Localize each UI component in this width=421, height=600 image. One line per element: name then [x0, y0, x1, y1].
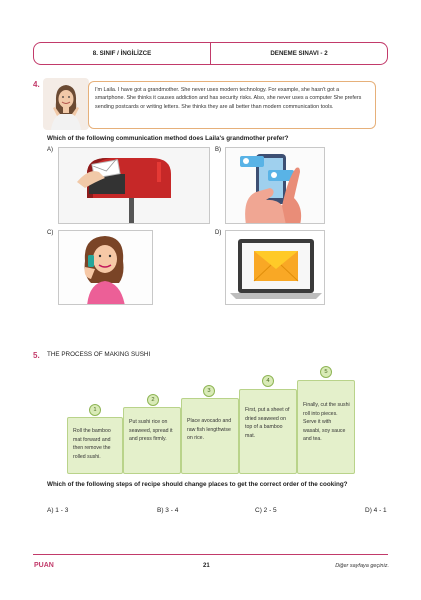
sushi-process-title: THE PROCESS OF MAKING SUSHI — [47, 351, 151, 358]
step-5-box: Finally, cut the sushi roll into pieces. Serve it with wasabi, soy sauce and tea. — [297, 380, 355, 474]
step-2-box: Put sushi rice on seaweed, spread it and press firmly. — [123, 407, 181, 474]
question-4-text: Which of the following communication method does Laila's grandmother prefer? — [47, 135, 289, 142]
option-b-smartphone-image[interactable] — [225, 147, 325, 224]
step-3-box: Place avocado and raw fish lengthwise on rice. — [181, 398, 239, 474]
step-4-box: First, put a sheet of dried seaweed on top of a bamboo mat. — [239, 389, 297, 474]
option-b-label: B) — [215, 147, 221, 153]
option-c-label: C) — [47, 230, 54, 236]
footer-divider — [33, 554, 388, 555]
header-exam-title: DENEME SINAVI - 2 — [270, 50, 328, 57]
option-d-email-laptop-image[interactable] — [225, 230, 325, 305]
step-3-badge: 3 — [203, 385, 215, 397]
question-5-number: 5. — [33, 351, 40, 360]
option-a-mailbox-image[interactable] — [58, 147, 210, 224]
smartphone-icon — [226, 148, 325, 224]
laila-passage: I'm Laila. I have got a grandmother. She never uses modern technology. For example, she hasn't got a smartphone. She thinks it causes addiction and has security risks. Also, she never uses a computer She prefers sending postcards or writing letters. She thinks they are all better than modern communication tools. — [88, 81, 376, 129]
answer-a[interactable]: A) 1 - 3 — [47, 507, 69, 514]
email-laptop-icon — [226, 231, 325, 305]
step-1-badge: 1 — [89, 404, 101, 416]
woman-on-phone-icon — [59, 231, 153, 305]
mailbox-icon — [59, 148, 210, 224]
answer-c[interactable]: C) 2 - 5 — [255, 507, 277, 514]
header-subject: 8. SINIF / İNGİLİZCE — [92, 50, 152, 57]
page-number: 21 — [203, 563, 210, 569]
answer-d[interactable]: D) 4 - 1 — [365, 507, 387, 514]
footer-score-label: PUAN — [34, 562, 54, 569]
question-4-number: 4. — [33, 80, 40, 89]
laila-avatar — [43, 78, 89, 130]
question-5-text: Which of the following steps of recipe should change places to get the correct order of the cooking? — [47, 481, 348, 488]
step-2-badge: 2 — [147, 394, 159, 406]
option-c-phone-call-image[interactable] — [58, 230, 153, 305]
step-5-badge: 5 — [320, 366, 332, 378]
option-d-label: D) — [215, 230, 222, 236]
exam-header — [33, 42, 388, 65]
answer-b[interactable]: B) 3 - 4 — [157, 507, 179, 514]
step-1-box: Roll the bamboo mat forward and then remove the rolled sushi. — [67, 417, 123, 474]
next-page-note: Diğer sayfaya geçiniz. — [335, 563, 389, 569]
step-4-badge: 4 — [262, 375, 274, 387]
option-a-label: A) — [47, 147, 53, 153]
